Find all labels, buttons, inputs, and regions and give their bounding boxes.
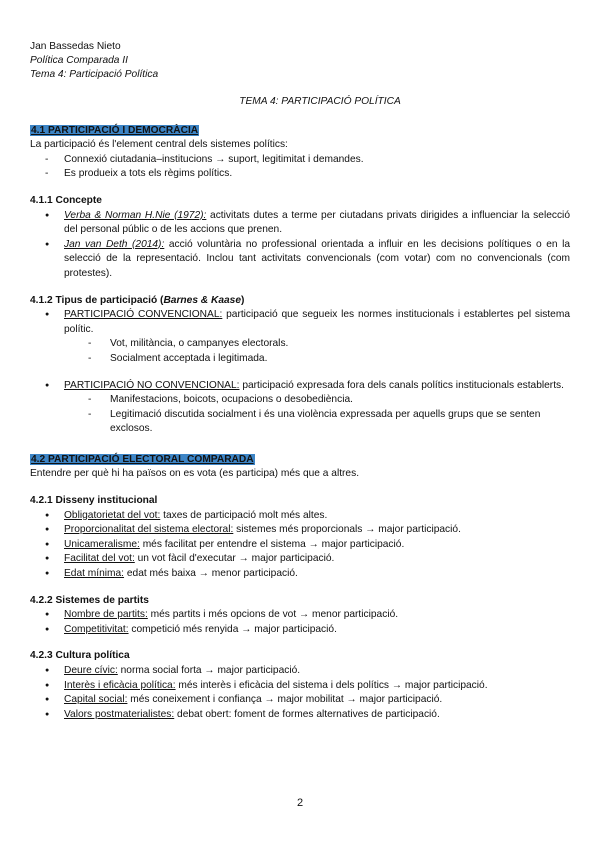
list-item: ● Capital social: més coneixement i confiança → major mobilitat → major participació.	[30, 693, 570, 708]
conventional-sublist	[30, 337, 570, 366]
list-item: - Legitimació discutida socialment i és una violència expressada per aquells grups que se senten exclosos.	[30, 408, 570, 437]
section-4-1-list	[30, 153, 570, 182]
list-item: - Socialment acceptada i legitimada.	[30, 352, 570, 367]
section-heading-4-1: 4.1 PARTICIPACIÓ I DEMOCRÀCIA	[31, 124, 199, 136]
list-item: - Vot, militància, o campanyes electorals.	[30, 337, 570, 352]
term-label: PARTICIPACIÓ NO CONVENCIONAL:	[64, 379, 240, 391]
participation-types-list	[30, 308, 570, 337]
list-item: ● Edat mínima: edat més baixa → menor participació.	[30, 567, 570, 582]
page-title: TEMA 4: PARTICIPACIÓ POLÍTICA	[239, 96, 401, 107]
list-item: ● Nombre de partits: més partits i més opcions de vot → menor participació.	[30, 608, 570, 623]
list-item: ● Interès i eficàcia política: més interès i eficàcia del sistema i dels polítics → major participació.	[30, 679, 570, 694]
list-item: ● Deure cívic: norma social forta → major participació.	[30, 664, 570, 679]
list-item: ● Unicameralisme: més facilitat per entendre el sistema → major participació.	[30, 538, 570, 553]
list-item: ● Jan van Deth (2014): acció voluntària no professional orientada a influir en les decisions polítiques o en la selecció de la representació. Inclou tant activitats convencionals (com votar) com no convencionals (com protestes).	[30, 238, 570, 282]
subsection-heading-4-2-1: 4.2.1 Disseny institucional	[30, 495, 158, 507]
list-item: - Es produeix a tots els règims polítics.	[30, 167, 570, 182]
subsection-heading-4-1-1: 4.1.1 Concepte	[30, 194, 102, 206]
author-name: Jan Bassedas Nieto	[30, 41, 121, 52]
list-item: ● Valors postmaterialistes: debat obert: foment de formes alternatives de participació.	[30, 708, 570, 723]
institutional-design-list	[30, 509, 570, 582]
list-item: ● Obligatorietat del vot: taxes de participació molt més altes.	[30, 509, 570, 524]
topic-name: Tema 4: Participació Política	[30, 69, 159, 80]
list-item: ● Facilitat del vot: un vot fàcil d'executar → major participació.	[30, 552, 570, 567]
citation-label: Jan van Deth (2014):	[64, 238, 165, 250]
nonconventional-sublist	[30, 393, 570, 437]
party-systems-list	[30, 608, 570, 637]
course-name: Política Comparada II	[30, 55, 128, 66]
document-header	[30, 40, 570, 82]
participation-types-list-2	[30, 379, 570, 394]
concept-list	[30, 209, 570, 282]
section-heading-4-2: 4.2 PARTICIPACIÓ ELECTORAL COMPARADA	[31, 453, 254, 465]
section-4-2-intro: Entendre per què hi ha països on es vota (es participa) més que a altres.	[30, 468, 360, 480]
subsection-heading-4-2-3: 4.2.3 Cultura política	[30, 650, 130, 662]
page-number: 2	[296, 797, 304, 809]
section-4-1-intro: La participació és l'element central dels sistemes polítics:	[30, 139, 288, 151]
subsection-heading-4-1-2: 4.1.2 Tipus de participació (Barnes & Kaase)	[30, 294, 245, 306]
list-item: - Connexió ciutadania–institucions → suport, legitimitat i demandes.	[30, 153, 570, 168]
list-item: - Manifestacions, boicots, ocupacions o desobediència.	[30, 393, 570, 408]
political-culture-list	[30, 664, 570, 722]
citation-label: Verba & Norman H.Nie (1972):	[64, 209, 207, 221]
list-item: ● PARTICIPACIÓ CONVENCIONAL: participació que segueix les normes institucionals i establertes pel sistema polític.	[30, 308, 570, 337]
list-item: ● Proporcionalitat del sistema electoral: sistemes més proporcionals → major participació.	[30, 523, 570, 538]
document-page	[30, 40, 570, 722]
subsection-heading-4-2-2: 4.2.2 Sistemes de partits	[30, 594, 149, 606]
list-item: ● PARTICIPACIÓ NO CONVENCIONAL: participació expresada fora dels canals polítics institucionals establerts.	[30, 379, 570, 394]
list-item: ● Competitivitat: competició més renyida → major participació.	[30, 623, 570, 638]
term-label: PARTICIPACIÓ CONVENCIONAL:	[64, 309, 223, 321]
list-item: ● Verba & Norman H.Nie (1972): activitats dutes a terme per ciutadans privats dirigides a influenciar la selecció del personal públic o de les accions que prenen.	[30, 209, 570, 238]
